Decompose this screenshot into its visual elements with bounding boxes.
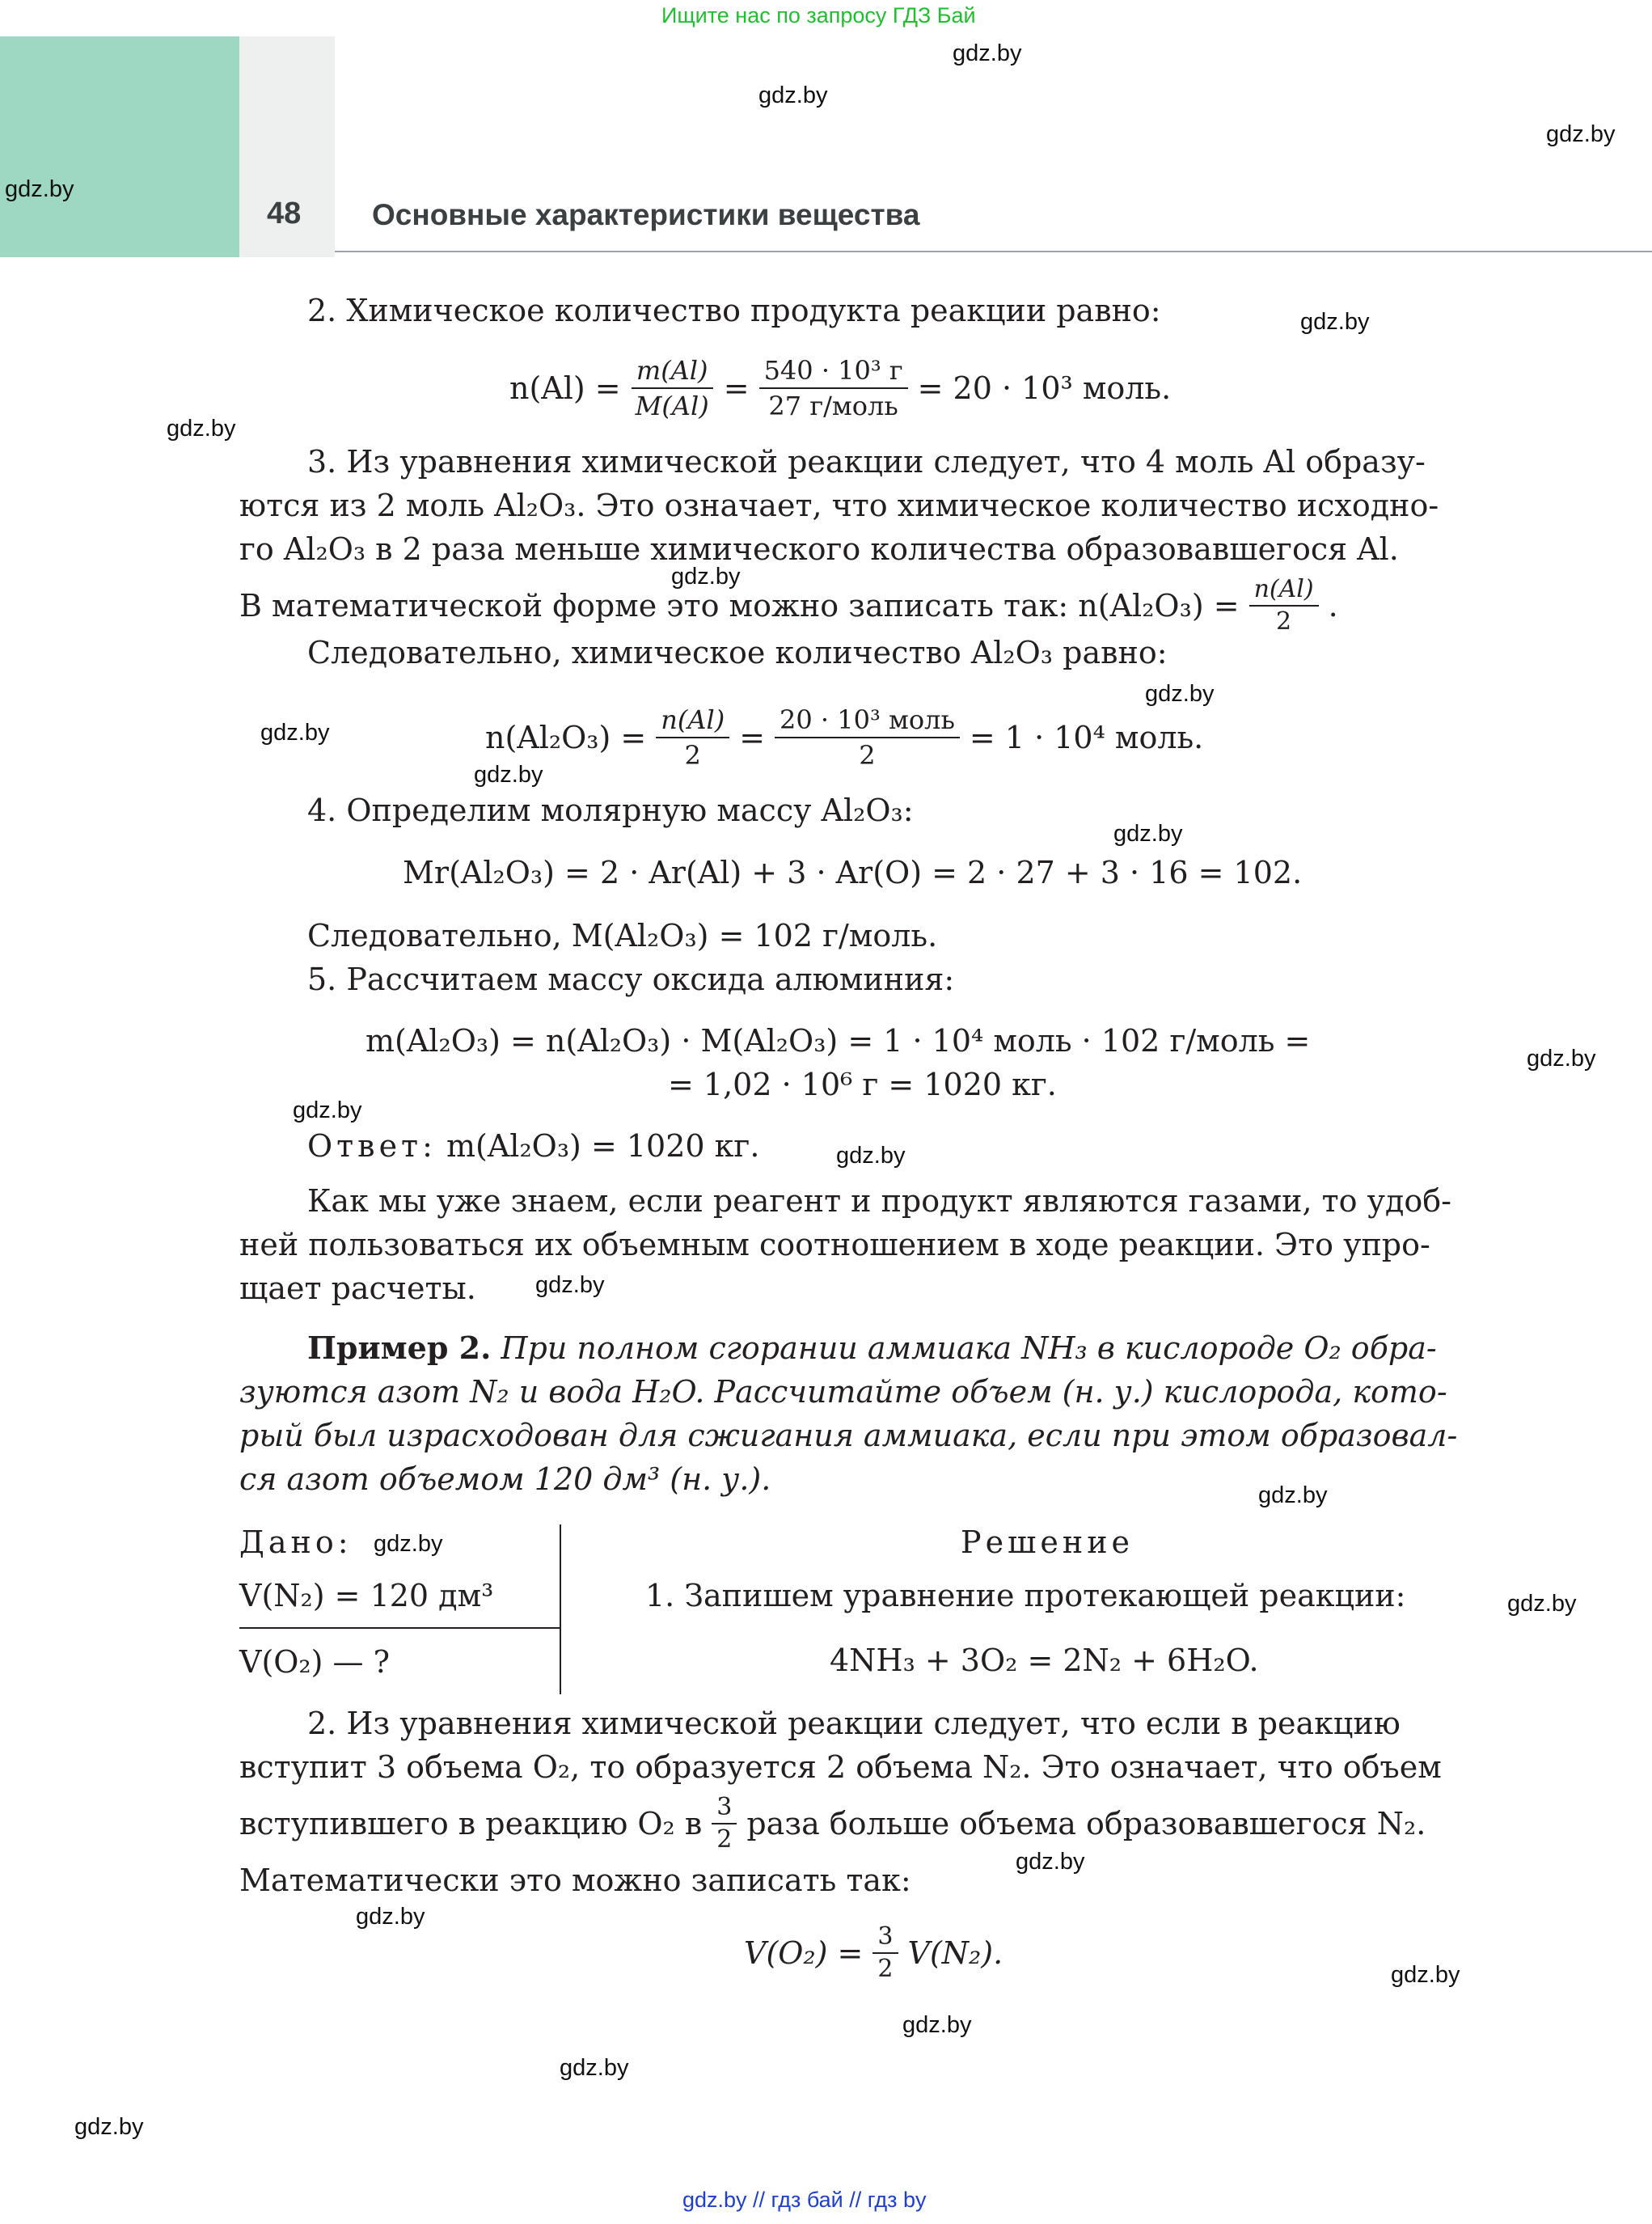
header-rule	[335, 251, 1652, 252]
formula-mass-line-1: m(Al₂O₃) = n(Al₂O₃) · M(Al₂O₃) = 1 · 10⁴ моль · 102 г/моль =	[365, 1023, 1311, 1059]
fraction-denominator: 2	[684, 740, 701, 771]
watermark: gdz.by	[293, 1097, 362, 1123]
fraction-denominator: M(Al)	[635, 391, 709, 421]
watermark: gdz.by	[1113, 821, 1183, 847]
solution-step-2-line: 2. Из уравнения химической реакции следует, что если в реакцию	[307, 1706, 1401, 1741]
formula-volume	[744, 1917, 1003, 1989]
formula-rhs: V(N₂).	[907, 1935, 1003, 1971]
watermark: gdz.by	[1145, 681, 1215, 707]
formula-lhs: n(Al₂O₃) =	[485, 720, 647, 755]
gas-paragraph-line: щает расчеты.	[239, 1271, 476, 1306]
watermark: gdz.by	[5, 176, 74, 202]
watermark: gdz.by	[1507, 1591, 1577, 1617]
step-3-line: го Al₂O₃ в 2 раза меньше химического количества образовавшегося Al.	[239, 531, 1399, 567]
gas-paragraph-line: Как мы уже знаем, если реагент и продукт являются газами, то удоб-	[307, 1183, 1451, 1219]
fraction-denominator: 2	[716, 1825, 733, 1854]
solution-step-2-line: Математически это можно записать так:	[239, 1862, 911, 1898]
watermark: gdz.by	[902, 2012, 972, 2038]
answer-label: Ответ:	[307, 1128, 437, 1164]
example-line: зуются азот N₂ и вода H₂O. Рассчитайте объем (н. у.) кислорода, кото-	[239, 1374, 1447, 1410]
solution-step-2-text: раза больше объема образовавшегося N₂.	[746, 1806, 1426, 1841]
solution-label: Решение	[961, 1524, 1134, 1560]
formula-mass-line-2: = 1,02 · 10⁶ г = 1020 кг.	[668, 1067, 1057, 1102]
fraction-numerator: m(Al)	[632, 353, 713, 389]
watermark: gdz.by	[1016, 1849, 1085, 1875]
formula-eq: =	[723, 370, 750, 406]
example-line: рый был израсходован для сжигания аммиака, если при этом образовал-	[239, 1418, 1458, 1453]
given-divider-vertical	[560, 1524, 561, 1694]
given-label: Дано:	[239, 1524, 353, 1560]
fraction-denominator: 2	[859, 740, 876, 771]
watermark: gdz.by	[560, 2055, 629, 2081]
fraction-numerator: 3	[712, 1792, 737, 1824]
reaction-equation: 4NH₃ + 3O₂ = 2N₂ + 6H₂O.	[830, 1643, 1259, 1678]
example-line: ся азот объемом 120 дм³ (н. у.).	[239, 1461, 771, 1497]
step-3-line: 3. Из уравнения химической реакции следует, что 4 моль Al образу-	[307, 444, 1426, 480]
answer-value: m(Al₂O₃) = 1020 кг.	[446, 1128, 760, 1164]
fraction-numerator: 3	[872, 1922, 898, 1954]
header-green-block	[0, 36, 239, 257]
formula-eq: =	[739, 720, 766, 755]
watermark: gdz.by	[374, 1531, 443, 1557]
watermark: gdz.by	[74, 2114, 144, 2140]
fraction-numerator: n(Al)	[1249, 574, 1319, 607]
top-banner[interactable]: Ищите нас по запросу ГДЗ Бай	[661, 3, 976, 27]
step-4-text: 4. Определим молярную массу Al₂O₃:	[307, 793, 914, 828]
answer-line	[307, 1124, 759, 1168]
step-5-text: 5. Рассчитаем массу оксида алюминия:	[307, 962, 955, 997]
formula-rhs: = 20 · 10³ моль.	[917, 370, 1172, 406]
solution-step-1: 1. Запишем уравнение протекающей реакции:	[645, 1578, 1406, 1613]
find-value: V(O₂) — ?	[239, 1644, 391, 1680]
fraction-denominator: 2	[1276, 607, 1292, 636]
gas-paragraph-line: ней пользоваться их объемным соотношением в ходе реакции. Это упро-	[239, 1227, 1430, 1262]
watermark: gdz.by	[1258, 1482, 1328, 1508]
watermark: gdz.by	[671, 564, 741, 590]
fraction-numerator: n(Al)	[656, 703, 729, 738]
watermark: gdz.by	[260, 720, 330, 746]
step-3-line: ются из 2 моль Al₂O₃. Это означает, что химическое количество исходно-	[239, 488, 1439, 523]
watermark: gdz.by	[836, 1143, 906, 1169]
watermark: gdz.by	[474, 762, 543, 788]
fraction-numerator: 540 · 10³ г	[759, 353, 908, 389]
solution-step-2-math-line	[239, 1787, 1426, 1860]
watermark: gdz.by	[1391, 1962, 1460, 1988]
page-number: 48	[267, 197, 302, 230]
fraction-denominator: 27 г/моль	[768, 391, 898, 421]
watermark: gdz.by	[1527, 1046, 1596, 1072]
step-3-line: В математической форме это можно записать так: n(Al₂O₃) =	[239, 588, 1240, 624]
formula-molar-mass: Mr(Al₂O₃) = 2 · Ar(Al) + 3 · Ar(O) = 2 · 27 + 3 · 16 = 102.	[403, 855, 1303, 890]
step-4b-text: Следовательно, M(Al₂O₃) = 102 г/моль.	[307, 918, 938, 953]
example-line	[307, 1326, 1437, 1370]
watermark: gdz.by	[1546, 121, 1616, 147]
given-value: V(N₂) = 120 дм³	[239, 1578, 494, 1613]
example-label: Пример 2.	[307, 1330, 492, 1366]
formula-rhs: = 1 · 10⁴ моль.	[969, 720, 1204, 755]
example-text: При полном сгорании аммиака NH₃ в кислороде O₂ обра-	[501, 1330, 1437, 1366]
step-3b-text: Следовательно, химическое количество Al₂O₃ равно:	[307, 635, 1168, 670]
watermark: gdz.by	[356, 1904, 425, 1930]
solution-step-2-line: вступит 3 объема O₂, то образуется 2 объема N₂. Это означает, что объем	[239, 1749, 1442, 1785]
fraction-numerator: 20 · 10³ моль	[775, 703, 960, 738]
solution-step-2-text: вступившего в реакцию O₂ в	[239, 1806, 703, 1841]
watermark: gdz.by	[167, 416, 236, 442]
fraction-denominator: 2	[877, 1955, 894, 1983]
formula-lhs: n(Al) =	[509, 370, 621, 406]
footer-links[interactable]: gdz.by // гдз бай // гдз by	[682, 2188, 927, 2212]
page-title: Основные характеристики вещества	[372, 198, 920, 231]
given-divider-horizontal	[239, 1627, 560, 1629]
watermark: gdz.by	[758, 82, 828, 108]
formula-n-al2o3	[485, 697, 1203, 778]
formula-lhs: V(O₂) =	[744, 1935, 864, 1971]
watermark: gdz.by	[535, 1272, 605, 1298]
formula-n-al	[509, 348, 1171, 429]
step-2-text: 2. Химическое количество продукта реакции равно:	[307, 293, 1161, 328]
watermark: gdz.by	[953, 40, 1022, 66]
watermark: gdz.by	[1300, 309, 1370, 335]
punctuation: .	[1328, 588, 1338, 624]
